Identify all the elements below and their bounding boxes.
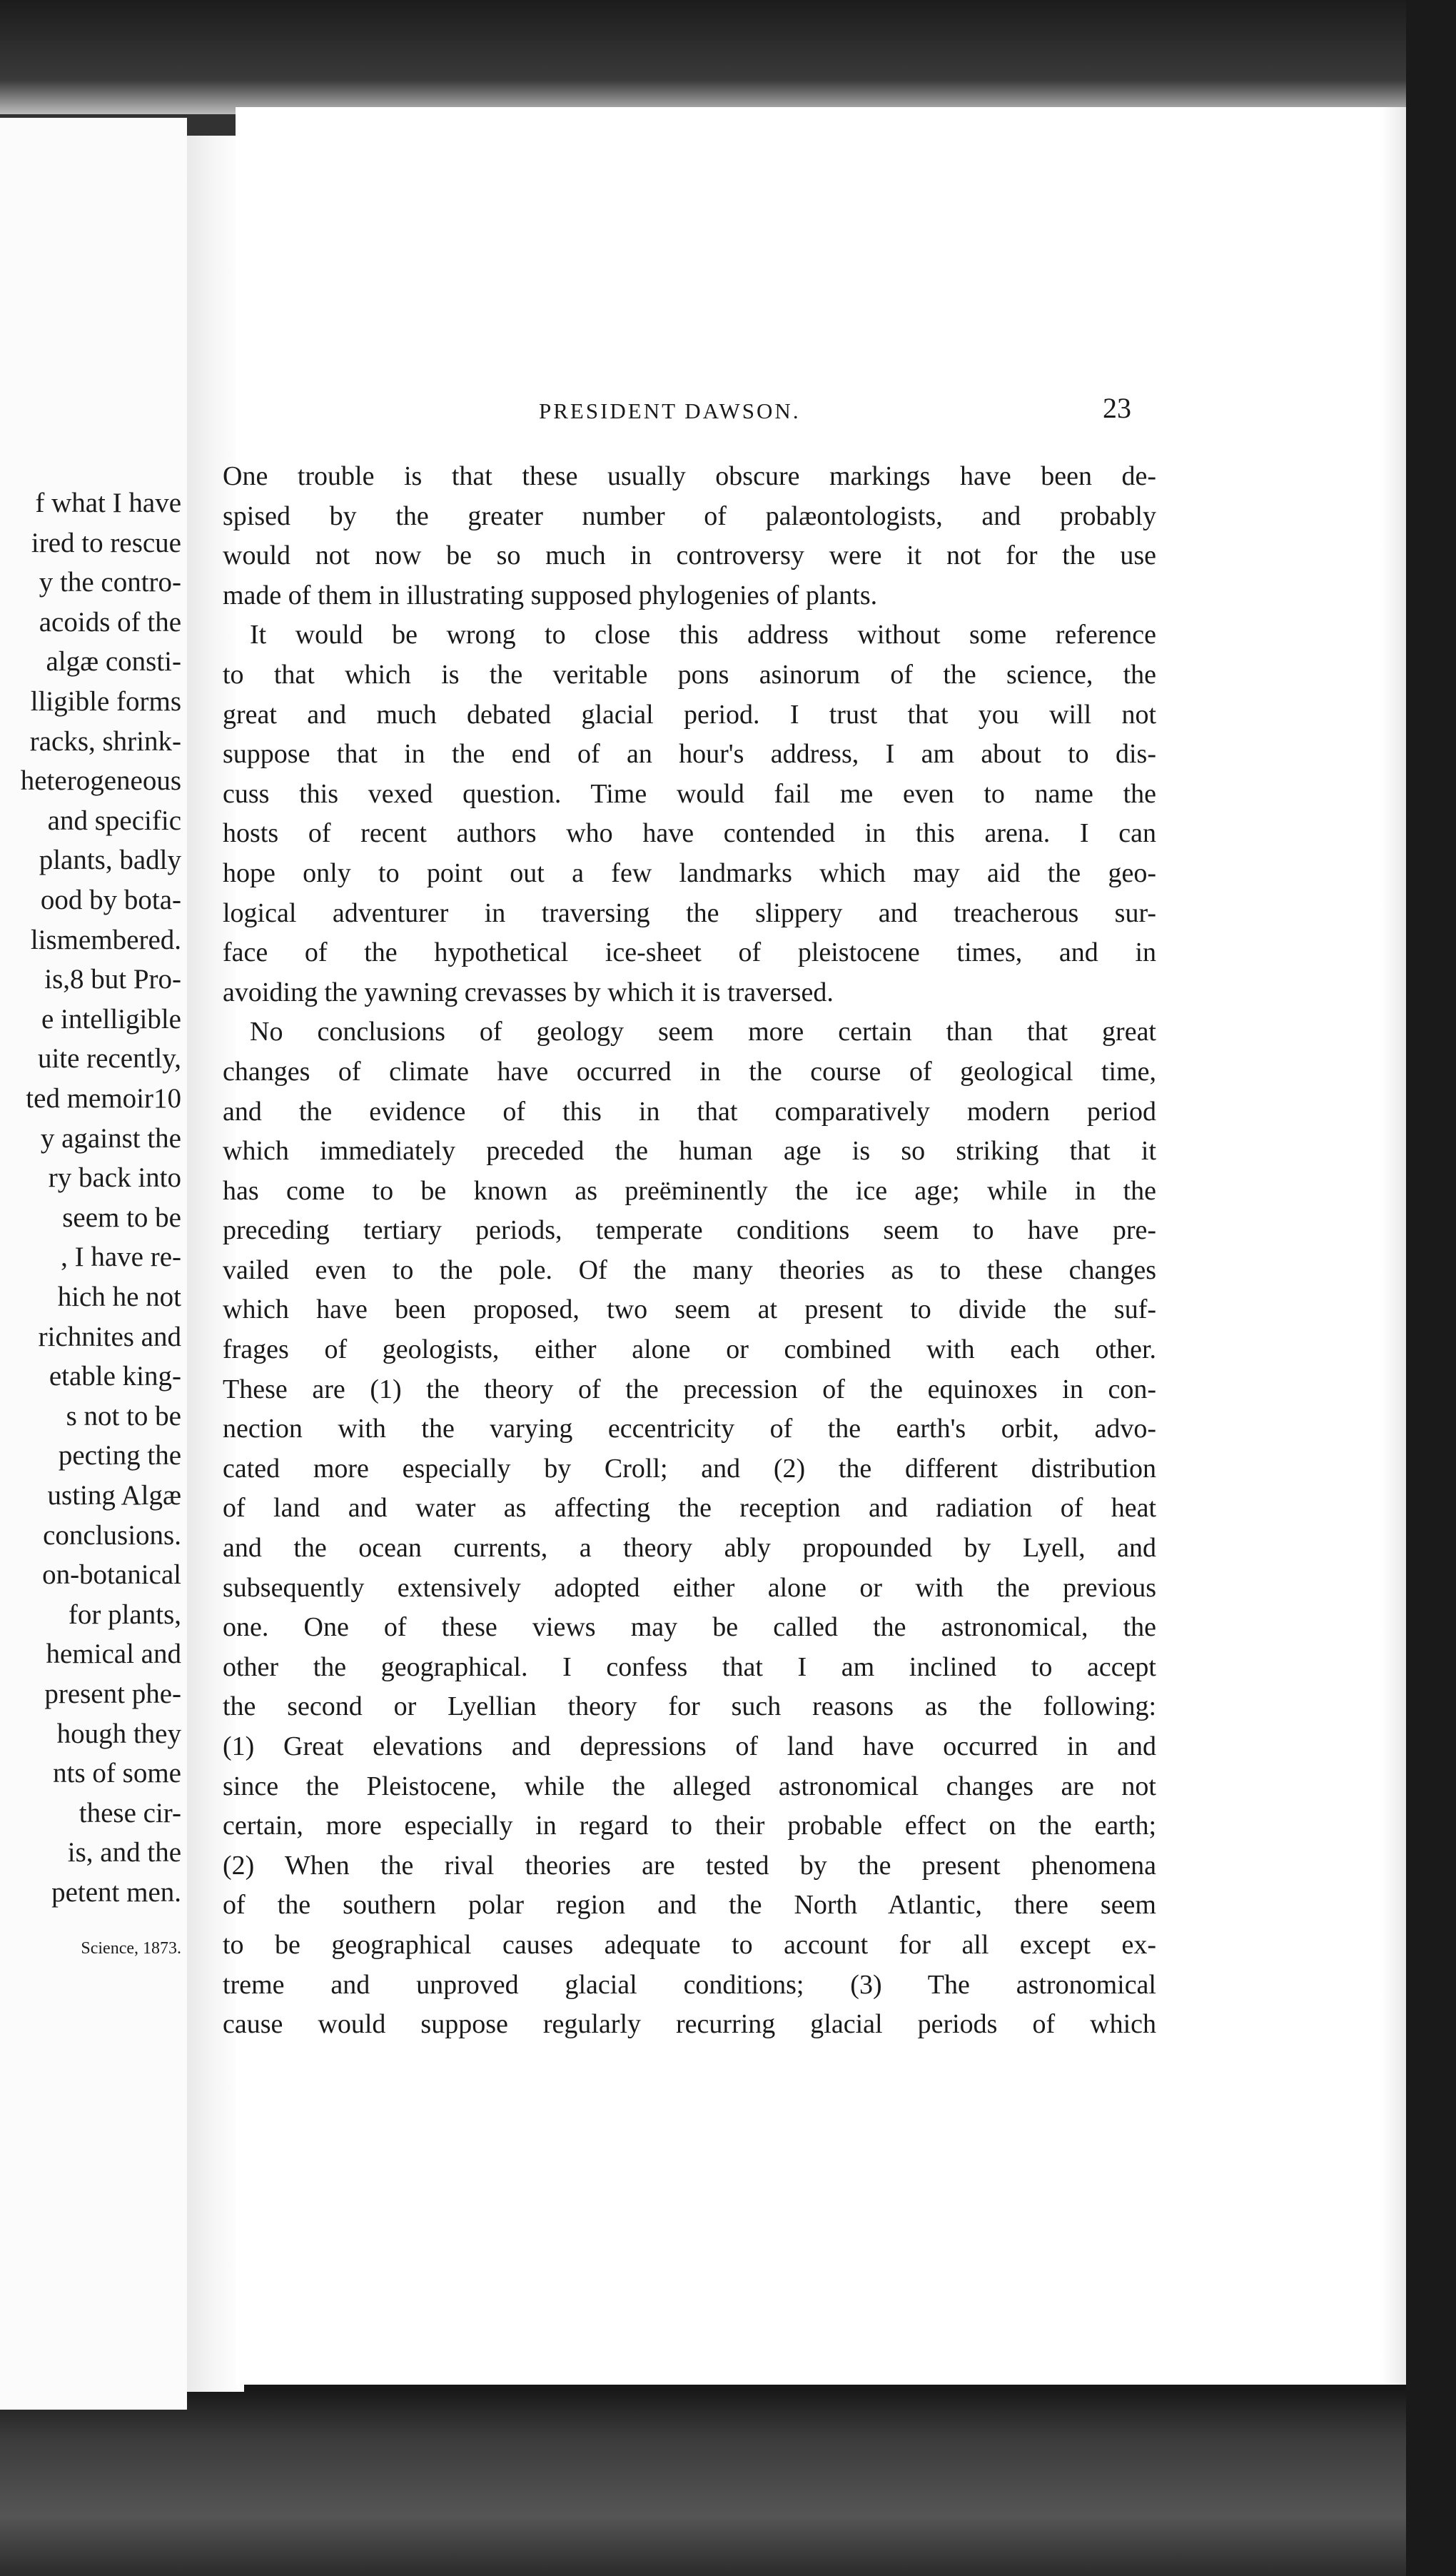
- left-facing-page: [0, 118, 187, 2410]
- body-line: cause would suppose regularly recurring glacial periods of which: [223, 2009, 1156, 2040]
- left-page-line: , I have re-: [61, 1242, 181, 1273]
- left-page-footnote: Science, 1873.: [81, 1938, 181, 1958]
- body-line: suppose that in the end of an hour's address, I am about to dis-: [223, 739, 1156, 770]
- body-line: to be geographical causes adequate to account for all except ex-: [223, 1929, 1156, 1960]
- running-head: PRESIDENT DAWSON.: [539, 398, 801, 423]
- body-line: It would be wrong to close this address without some reference: [250, 620, 1156, 650]
- body-line: face of the hypothetical ice-sheet of pleistocene times, and in: [223, 937, 1156, 968]
- left-page-line: ted memoir10: [26, 1083, 181, 1114]
- body-line: These are (1) the theory of the precession of the equinoxes in con-: [223, 1374, 1156, 1404]
- left-page-line: e intelligible: [41, 1003, 181, 1035]
- body-text: [223, 457, 1156, 2045]
- page-edge-shadow: [1381, 107, 1406, 2385]
- left-page-line: ood by bota-: [40, 885, 181, 915]
- left-page-line: s not to be: [66, 1400, 181, 1432]
- scan-background-bottom: [0, 2378, 1456, 2576]
- left-page-line: ired to rescue: [31, 527, 181, 558]
- left-page-line: hough they: [56, 1718, 181, 1749]
- body-line: made of them in illustrating supposed phylogenies of plants.: [223, 580, 878, 610]
- left-page-line: etable king-: [49, 1361, 181, 1392]
- body-line: certain, more especially in regard to their probable effect on the earth;: [223, 1811, 1156, 1841]
- left-page-line: acoids of the: [39, 606, 181, 638]
- body-line: of land and water as affecting the reception and radiation of heat: [223, 1493, 1156, 1524]
- body-line: spised by the greater number of palæontologists, and probably: [223, 500, 1156, 531]
- body-line: logical adventurer in traversing the slippery and treacherous sur-: [223, 897, 1156, 928]
- left-page-line: nts of some: [53, 1758, 181, 1789]
- body-line: to that which is the veritable pons asinorum of the science, the: [223, 659, 1156, 690]
- left-page-line: seem to be: [62, 1202, 181, 1233]
- body-line: other the geographical. I confess that I am inclined to accept: [223, 1651, 1156, 1682]
- body-line: the second or Lyellian theory for such reasons as the following:: [223, 1691, 1156, 1722]
- body-line: has come to be known as preëminently the ice age; while in the: [223, 1175, 1156, 1206]
- body-line: cated more especially by Croll; and (2) the different distribution: [223, 1453, 1156, 1484]
- body-line: subsequently extensively adopted either alone or with the previous: [223, 1572, 1156, 1603]
- body-line: One trouble is that these usually obscure markings have been de-: [223, 461, 1156, 491]
- left-page-line: y the contro-: [39, 567, 181, 598]
- left-page-line: petent men.: [51, 1877, 181, 1908]
- body-line: great and much debated glacial period. I trust that you will not: [223, 699, 1156, 730]
- body-line: frages of geologists, either alone or combined with each other.: [223, 1334, 1156, 1365]
- body-line: and the ocean currents, a theory ably propounded by Lyell, and: [223, 1533, 1156, 1564]
- left-page-line: hemical and: [46, 1639, 181, 1670]
- left-page-line: y against the: [40, 1122, 181, 1154]
- left-page-line: pecting the: [58, 1440, 181, 1471]
- left-page-line: is, and the: [67, 1837, 181, 1868]
- left-page-line: f what I have: [35, 488, 181, 518]
- left-page-line: algæ consti-: [46, 646, 181, 678]
- body-line: and the evidence of this in that comparatively modern period: [223, 1096, 1156, 1127]
- left-page-line: these cir-: [79, 1797, 181, 1828]
- scan-background-right: [1406, 0, 1456, 2576]
- body-line: cuss this vexed question. Time would fail me even to name the: [223, 778, 1156, 809]
- left-page-line: and specific: [47, 805, 181, 836]
- left-page-line: conclusions.: [43, 1519, 181, 1551]
- left-page-line: lligible forms: [30, 686, 181, 717]
- body-line: hosts of recent authors who have contended in this arena. I can: [223, 818, 1156, 849]
- body-line: vailed even to the pole. Of the many theories as to these changes: [223, 1254, 1156, 1285]
- left-page-line: lismembered.: [30, 924, 181, 955]
- body-line: which immediately preceded the human age is so striking that it: [223, 1136, 1156, 1167]
- scan-background-top: [0, 0, 1456, 114]
- page-number: 23: [1103, 392, 1131, 424]
- left-page-line: uite recently,: [37, 1043, 181, 1075]
- body-line: No conclusions of geology seem more certain than that great: [250, 1017, 1156, 1047]
- body-line: treme and unproved glacial conditions; (3) The astronomical: [223, 1969, 1156, 2000]
- left-page-line: usting Algæ: [47, 1480, 181, 1511]
- body-line: of the southern polar region and the North Atlantic, there seem: [223, 1890, 1156, 1921]
- body-line: changes of climate have occurred in the course of geological time,: [223, 1056, 1156, 1087]
- left-page-line: is,8 but Pro-: [44, 964, 181, 995]
- body-line: would not now be so much in controversy were it not for the use: [223, 540, 1156, 571]
- left-page-line: for plants,: [68, 1599, 181, 1630]
- body-line: nection with the varying eccentricity of the earth's orbit, advo-: [223, 1414, 1156, 1444]
- left-page-line: plants, badly: [39, 845, 181, 876]
- left-page-line: racks, shrink-: [29, 725, 181, 757]
- left-page-line: richnites and: [38, 1321, 181, 1352]
- body-line: hope only to point out a few landmarks which may aid the geo-: [223, 857, 1156, 888]
- left-page-line: present phe-: [44, 1679, 181, 1709]
- body-line: preceding tertiary periods, temperate conditions seem to have pre-: [223, 1215, 1156, 1246]
- body-line: since the Pleistocene, while the alleged astronomical changes are not: [223, 1771, 1156, 1801]
- left-page-line: ry back into: [48, 1162, 181, 1194]
- body-line: one. One of these views may be called the astronomical, the: [223, 1612, 1156, 1643]
- left-page-line: on-botanical: [42, 1559, 181, 1591]
- body-line: avoiding the yawning crevasses by which it is traversed.: [223, 977, 834, 1007]
- body-line: (1) Great elevations and depressions of land have occurred in and: [223, 1731, 1156, 1761]
- body-line: which have been proposed, two seem at present to divide the suf-: [223, 1294, 1156, 1325]
- body-line: (2) When the rival theories are tested by the present phenomena: [223, 1850, 1156, 1881]
- left-page-line: heterogeneous: [20, 765, 181, 797]
- left-page-line: hich he not: [57, 1282, 181, 1312]
